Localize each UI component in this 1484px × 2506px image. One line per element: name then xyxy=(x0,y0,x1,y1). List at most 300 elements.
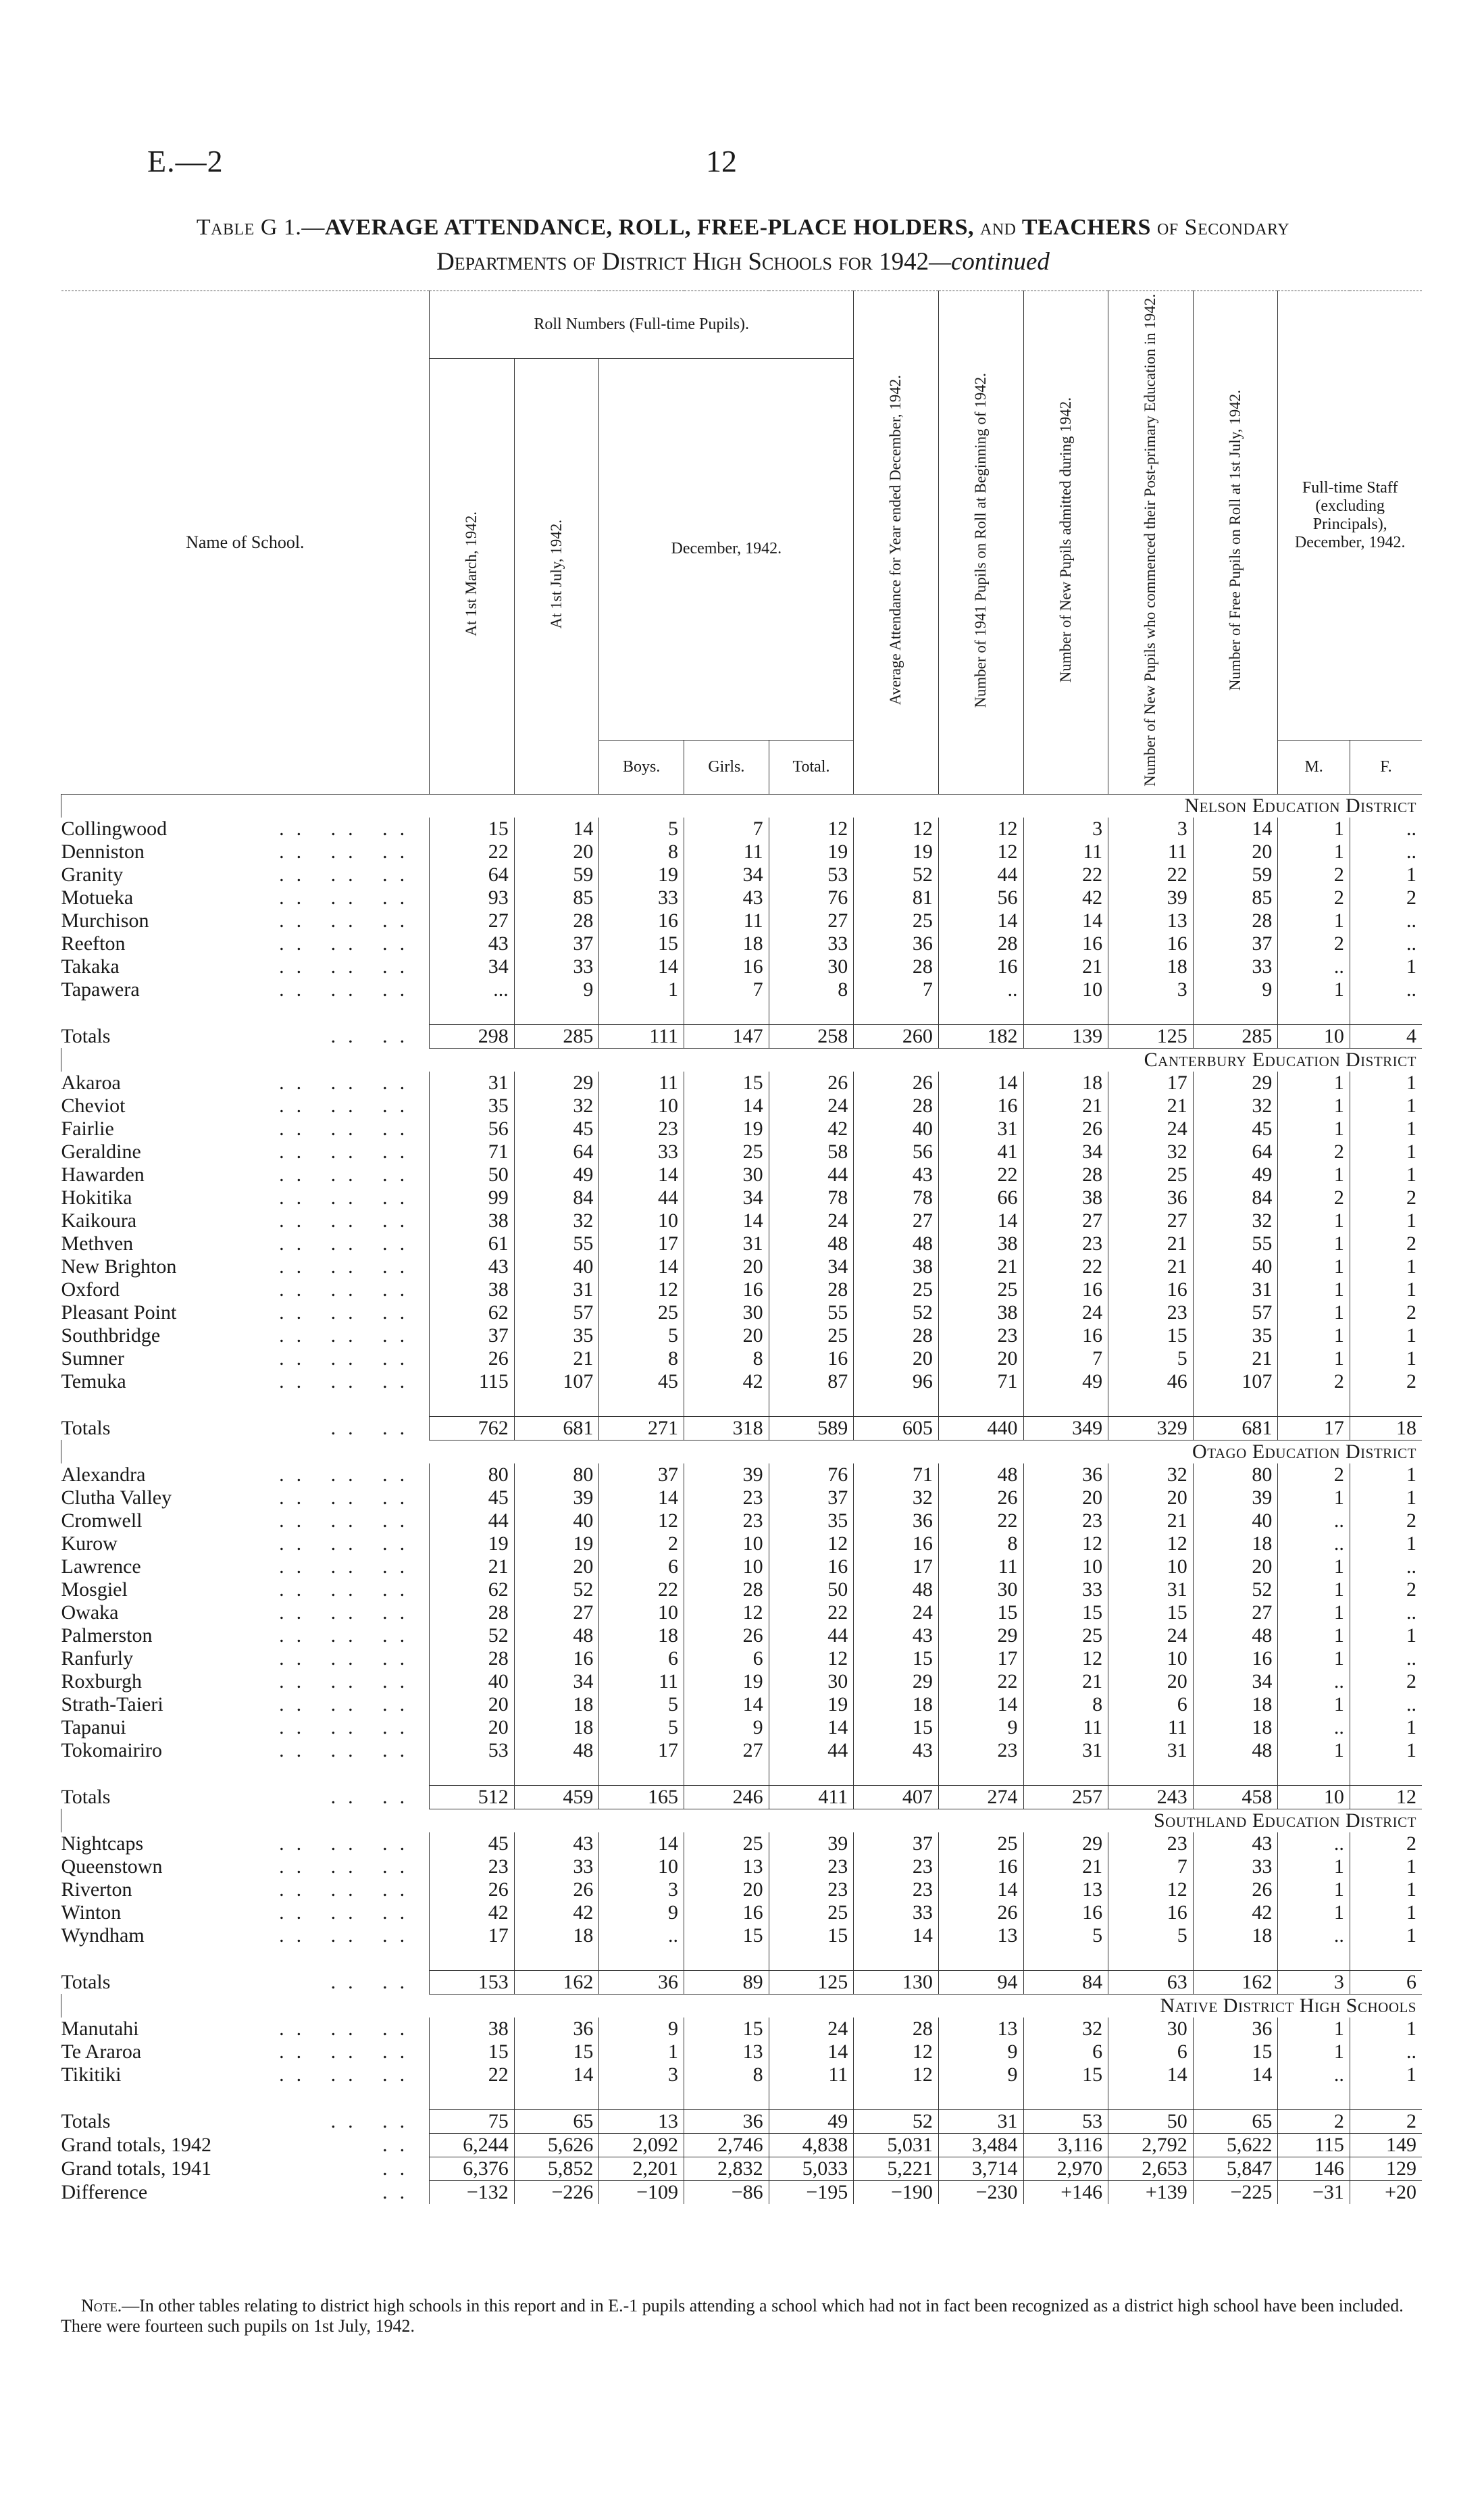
value-cell: 32 xyxy=(1193,1209,1278,1232)
spacer-cell xyxy=(769,1001,854,1025)
school-name: Reefton xyxy=(61,932,126,955)
value-cell: 39 xyxy=(684,1463,769,1486)
value-cell: 36 xyxy=(514,2018,599,2040)
value-cell: 24 xyxy=(769,2018,854,2040)
table-row xyxy=(61,1670,1423,1693)
spacer-cell xyxy=(430,1762,515,1786)
table-row xyxy=(61,1324,1423,1347)
leader-dots: .. .. .. xyxy=(279,1647,417,1670)
school-name: Manutahi xyxy=(61,2017,139,2040)
value-cell: 45 xyxy=(599,1370,684,1393)
value-cell: 26 xyxy=(938,1486,1023,1509)
value-cell: 589 xyxy=(769,1416,854,1440)
value-cell: 6 xyxy=(1108,2040,1194,2063)
school-name-cell xyxy=(61,1509,430,1532)
value-cell: 16 xyxy=(1193,1647,1278,1670)
value-cell: 46 xyxy=(1108,1370,1194,1393)
value-cell: −86 xyxy=(684,2180,769,2204)
value-cell: 64 xyxy=(430,863,515,886)
value-cell: 285 xyxy=(514,1024,599,1048)
spacer-cell xyxy=(599,1393,684,1417)
value-cell: 329 xyxy=(1108,1416,1194,1440)
district-heading-row xyxy=(61,794,1423,818)
value-cell: 17 xyxy=(854,1555,939,1578)
totals-label: Totals xyxy=(61,2109,111,2132)
value-cell: 40 xyxy=(514,1509,599,1532)
report-code: E.—2 xyxy=(147,144,224,178)
value-cell: 2 xyxy=(1350,1301,1422,1324)
totals-label: Totals xyxy=(61,1416,111,1439)
leader-dots: .. .. .. xyxy=(279,1901,417,1924)
value-cell: 58 xyxy=(769,1141,854,1163)
value-cell: 99 xyxy=(430,1186,515,1209)
value-cell: 18 xyxy=(514,1924,599,1947)
value-cell: 33 xyxy=(1193,1855,1278,1878)
value-cell: 8 xyxy=(684,2063,769,2086)
value-cell: 18 xyxy=(1023,1072,1108,1095)
school-name-cell xyxy=(61,1324,430,1347)
value-cell: 18 xyxy=(1193,1716,1278,1739)
value-cell: 5,221 xyxy=(854,2157,939,2180)
value-cell: 18 xyxy=(1108,955,1194,978)
value-cell: 14 xyxy=(1108,2063,1194,2086)
value-cell: 10 xyxy=(1108,1647,1194,1670)
school-name: Strath-Taieri xyxy=(61,1693,163,1715)
value-cell: 27 xyxy=(1108,1209,1194,1232)
value-cell: 20 xyxy=(514,841,599,863)
value-cell: 14 xyxy=(684,1095,769,1118)
school-name: Granity xyxy=(61,863,124,886)
value-cell: 7 xyxy=(1023,1347,1108,1370)
value-cell: 20 xyxy=(684,1324,769,1347)
value-cell: 257 xyxy=(1023,1785,1108,1809)
value-cell: 2 xyxy=(1350,1832,1422,1855)
value-cell: 38 xyxy=(938,1301,1023,1324)
value-cell: 8 xyxy=(599,841,684,863)
value-cell: 26 xyxy=(430,1878,515,1901)
value-cell: 2,792 xyxy=(1108,2133,1194,2157)
school-name-cell xyxy=(61,818,430,841)
col-free-pupils xyxy=(1193,291,1278,795)
value-cell: 1 xyxy=(1278,1072,1350,1095)
value-cell: 42 xyxy=(684,1370,769,1393)
value-cell: 37 xyxy=(769,1486,854,1509)
table-row xyxy=(61,863,1423,886)
value-cell: 24 xyxy=(1023,1301,1108,1324)
value-cell: 107 xyxy=(514,1370,599,1393)
table-row xyxy=(61,1209,1423,1232)
value-cell: 14 xyxy=(938,909,1023,932)
value-cell: 38 xyxy=(1023,1186,1108,1209)
value-cell: 75 xyxy=(430,2109,515,2133)
col-total: Total. xyxy=(769,740,854,794)
value-cell: 18 xyxy=(599,1624,684,1647)
value-cell: 6,244 xyxy=(430,2133,515,2157)
school-name: Nightcaps xyxy=(61,1832,144,1855)
value-cell: 8 xyxy=(1023,1693,1108,1716)
title-teachers: TEACHERS xyxy=(1021,215,1151,240)
value-cell: 27 xyxy=(1023,1209,1108,1232)
value-cell: 35 xyxy=(769,1509,854,1532)
value-cell: 28 xyxy=(854,2018,939,2040)
value-cell: 36 xyxy=(684,2109,769,2133)
spacer-cell xyxy=(1108,2086,1194,2110)
value-cell: 10 xyxy=(1108,1555,1194,1578)
value-cell: 18 xyxy=(1193,1693,1278,1716)
value-cell: 31 xyxy=(1108,1578,1194,1601)
value-cell: 35 xyxy=(1193,1324,1278,1347)
value-cell: 1 xyxy=(1350,1855,1422,1878)
title-of: of xyxy=(1156,215,1179,240)
value-cell: 28 xyxy=(430,1647,515,1670)
value-cell: 4 xyxy=(1350,1024,1422,1048)
value-cell: .. xyxy=(1350,909,1422,932)
leader-dots: .. .. xyxy=(330,1416,417,1439)
school-name-cell xyxy=(61,1601,430,1624)
value-cell: 5 xyxy=(599,1716,684,1739)
table-row xyxy=(61,1186,1423,1209)
value-cell: 1 xyxy=(1278,1739,1350,1762)
value-cell: +146 xyxy=(1023,2180,1108,2204)
value-cell: 20 xyxy=(1193,841,1278,863)
value-cell: 18 xyxy=(1193,1532,1278,1555)
leader-dots: .. .. .. xyxy=(279,863,417,886)
spacer-cell xyxy=(514,2086,599,2110)
value-cell: 1 xyxy=(1278,818,1350,841)
school-name-cell xyxy=(61,2063,430,2086)
value-cell: 15 xyxy=(684,1924,769,1947)
school-name-cell xyxy=(61,1832,430,1855)
school-name-cell xyxy=(61,1555,430,1578)
value-cell: 31 xyxy=(514,1278,599,1301)
table-row xyxy=(61,978,1423,1001)
value-cell: 50 xyxy=(430,1163,515,1186)
spacer-cell xyxy=(1108,1393,1194,1417)
value-cell: 2 xyxy=(1350,2109,1422,2133)
value-cell: 1 xyxy=(1350,1095,1422,1118)
value-cell: 165 xyxy=(599,1785,684,1809)
leader-dots: .. .. .. xyxy=(279,2040,417,2063)
value-cell: 23 xyxy=(1023,1232,1108,1255)
value-cell: 22 xyxy=(938,1163,1023,1186)
value-cell: 25 xyxy=(769,1324,854,1347)
value-cell: 28 xyxy=(1193,909,1278,932)
value-cell: 25 xyxy=(1023,1624,1108,1647)
value-cell: 36 xyxy=(1193,2018,1278,2040)
leader-dots: .. .. .. xyxy=(279,1878,417,1901)
spacer-row xyxy=(61,2086,1423,2110)
value-cell: 42 xyxy=(1193,1901,1278,1924)
value-cell: 43 xyxy=(430,932,515,955)
spacer-cell xyxy=(1350,1001,1422,1025)
value-cell: 32 xyxy=(1108,1463,1194,1486)
value-cell: 9 xyxy=(599,1901,684,1924)
value-cell: −230 xyxy=(938,2180,1023,2204)
school-name-cell xyxy=(61,1232,430,1255)
value-cell: 59 xyxy=(1193,863,1278,886)
value-cell: 681 xyxy=(514,1416,599,1440)
value-cell: 298 xyxy=(430,1024,515,1048)
value-cell: 22 xyxy=(938,1670,1023,1693)
value-cell: 1 xyxy=(1278,1601,1350,1624)
value-cell: 28 xyxy=(684,1578,769,1601)
value-cell: 115 xyxy=(430,1370,515,1393)
value-cell: 50 xyxy=(1108,2109,1194,2133)
value-cell: 30 xyxy=(938,1578,1023,1601)
value-cell: 2,653 xyxy=(1108,2157,1194,2180)
value-cell: 22 xyxy=(599,1578,684,1601)
grand-label: Grand totals, 1942 xyxy=(61,2133,211,2156)
value-cell: 27 xyxy=(514,1601,599,1624)
value-cell: 36 xyxy=(854,932,939,955)
value-cell: 15 xyxy=(1023,1601,1108,1624)
school-name-cell xyxy=(61,1739,430,1762)
value-cell: 5,031 xyxy=(854,2133,939,2157)
school-name-cell xyxy=(61,1901,430,1924)
value-cell: 23 xyxy=(1108,1832,1194,1855)
table-row xyxy=(61,1509,1423,1532)
value-cell: 20 xyxy=(430,1716,515,1739)
value-cell: 39 xyxy=(1193,1486,1278,1509)
value-cell: 16 xyxy=(938,955,1023,978)
value-cell: 458 xyxy=(1193,1785,1278,1809)
value-cell: 44 xyxy=(769,1163,854,1186)
table-row xyxy=(61,1255,1423,1278)
value-cell: .. xyxy=(1350,978,1422,1001)
value-cell: 1 xyxy=(1350,1141,1422,1163)
value-cell: 31 xyxy=(430,1072,515,1095)
value-cell: 21 xyxy=(1108,1095,1194,1118)
value-cell: 11 xyxy=(599,1670,684,1693)
value-cell: 35 xyxy=(430,1095,515,1118)
grand-total-row xyxy=(61,2133,1423,2157)
value-cell: 32 xyxy=(514,1209,599,1232)
value-cell: .. xyxy=(1350,1555,1422,1578)
value-cell: 15 xyxy=(1193,2040,1278,2063)
value-cell: 43 xyxy=(514,1832,599,1855)
value-cell: 55 xyxy=(514,1232,599,1255)
value-cell: 38 xyxy=(430,2018,515,2040)
value-cell: 80 xyxy=(430,1463,515,1486)
value-cell: 6 xyxy=(599,1555,684,1578)
value-cell: 23 xyxy=(769,1878,854,1901)
value-cell: 30 xyxy=(684,1301,769,1324)
spacer-cell xyxy=(938,1001,1023,1025)
leader-dots: .. .. .. xyxy=(279,1163,417,1186)
value-cell: 19 xyxy=(599,863,684,886)
district-heading-row xyxy=(61,1994,1423,2018)
spacer-cell xyxy=(1108,1762,1194,1786)
school-name-cell xyxy=(61,1141,430,1163)
value-cell: 9 xyxy=(1193,978,1278,1001)
value-cell: 1 xyxy=(1350,1716,1422,1739)
col-girls: Girls. xyxy=(684,740,769,794)
spacer-cell xyxy=(1023,1762,1108,1786)
value-cell: 33 xyxy=(1193,955,1278,978)
value-cell: 16 xyxy=(1108,1278,1194,1301)
value-cell: 16 xyxy=(1023,1324,1108,1347)
value-cell: 31 xyxy=(938,1118,1023,1141)
value-cell: 243 xyxy=(1108,1785,1194,1809)
value-cell: +20 xyxy=(1350,2180,1422,2204)
value-cell: 129 xyxy=(1350,2157,1422,2180)
totals-label-cell xyxy=(61,2109,430,2133)
value-cell: 111 xyxy=(599,1024,684,1048)
value-cell: 11 xyxy=(1023,841,1108,863)
value-cell: .. xyxy=(938,978,1023,1001)
value-cell: 17 xyxy=(1108,1072,1194,1095)
leader-dots: .. .. .. xyxy=(279,817,417,840)
value-cell: 162 xyxy=(1193,1970,1278,1994)
value-cell: 1 xyxy=(1350,1118,1422,1141)
table-row xyxy=(61,1278,1423,1301)
value-cell: 21 xyxy=(938,1255,1023,1278)
value-cell: 21 xyxy=(1193,1347,1278,1370)
school-name-cell xyxy=(61,841,430,863)
school-name: Cromwell xyxy=(61,1509,143,1532)
table-row xyxy=(61,1370,1423,1393)
value-cell: 20 xyxy=(1193,1555,1278,1578)
value-cell: 1 xyxy=(1278,1347,1350,1370)
leader-dots: .. .. .. xyxy=(279,1578,417,1601)
spacer-cell xyxy=(1193,1947,1278,1971)
value-cell: 1 xyxy=(1350,2018,1422,2040)
value-cell: 1 xyxy=(1278,2040,1350,2063)
table-row xyxy=(61,1601,1423,1624)
value-cell: 12 xyxy=(1108,1532,1194,1555)
school-name-cell xyxy=(61,1186,430,1209)
value-cell: 23 xyxy=(684,1509,769,1532)
school-name: Collingwood xyxy=(61,817,168,840)
value-cell: 37 xyxy=(599,1463,684,1486)
table-row xyxy=(61,1924,1423,1947)
value-cell: 52 xyxy=(514,1578,599,1601)
value-cell: 20 xyxy=(1023,1486,1108,1509)
table-row xyxy=(61,1301,1423,1324)
value-cell: 1 xyxy=(1278,841,1350,863)
value-cell: 1 xyxy=(1350,1924,1422,1947)
school-name: Roxburgh xyxy=(61,1670,142,1693)
value-cell: 12 xyxy=(854,818,939,841)
leader-dots: .. .. .. xyxy=(279,2017,417,2040)
value-cell: 19 xyxy=(854,841,939,863)
value-cell: 25 xyxy=(769,1901,854,1924)
value-cell: 80 xyxy=(514,1463,599,1486)
value-cell: 19 xyxy=(430,1532,515,1555)
subtitle-continued: —continued xyxy=(929,248,1050,276)
value-cell: 71 xyxy=(938,1370,1023,1393)
value-cell: 1 xyxy=(1278,1118,1350,1141)
school-name: Tapawera xyxy=(61,978,140,1001)
value-cell: 21 xyxy=(1108,1509,1194,1532)
value-cell: 25 xyxy=(599,1301,684,1324)
value-cell: 23 xyxy=(684,1486,769,1509)
col-post-primary xyxy=(1108,291,1194,795)
value-cell: 10 xyxy=(1023,1555,1108,1578)
value-cell: 76 xyxy=(769,1463,854,1486)
school-name: Sumner xyxy=(61,1347,124,1370)
value-cell: −190 xyxy=(854,2180,939,2204)
value-cell: 5,033 xyxy=(769,2157,854,2180)
value-cell: 32 xyxy=(1193,1095,1278,1118)
school-name-cell xyxy=(61,2018,430,2040)
value-cell: 22 xyxy=(1023,1255,1108,1278)
value-cell: 14 xyxy=(599,1832,684,1855)
value-cell: 33 xyxy=(769,932,854,955)
col-name-of-school: Name of School. xyxy=(61,291,430,795)
value-cell: 30 xyxy=(1108,2018,1194,2040)
value-cell: 1 xyxy=(1278,1624,1350,1647)
value-cell: 21 xyxy=(1023,1670,1108,1693)
value-cell: 17 xyxy=(938,1647,1023,1670)
value-cell: 28 xyxy=(854,1095,939,1118)
value-cell: 5,622 xyxy=(1193,2133,1278,2157)
value-cell: 6 xyxy=(1108,1693,1194,1716)
school-name: Tikitiki xyxy=(61,2063,122,2086)
value-cell: 29 xyxy=(1023,1832,1108,1855)
table-row xyxy=(61,1232,1423,1255)
value-cell: 49 xyxy=(1023,1370,1108,1393)
value-cell: 605 xyxy=(854,1416,939,1440)
value-cell: 29 xyxy=(854,1670,939,1693)
totals-row xyxy=(61,1416,1423,1440)
value-cell: 23 xyxy=(854,1878,939,1901)
title-prefix: Table G 1.— xyxy=(196,215,325,240)
value-cell: 16 xyxy=(769,1555,854,1578)
value-cell: 16 xyxy=(684,1278,769,1301)
totals-label-cell xyxy=(61,1785,430,1809)
value-cell: 12 xyxy=(684,1601,769,1624)
value-cell: 34 xyxy=(1193,1670,1278,1693)
value-cell: 11 xyxy=(1108,841,1194,863)
table-row xyxy=(61,1141,1423,1163)
value-cell: 45 xyxy=(514,1118,599,1141)
school-name: Akaroa xyxy=(61,1071,121,1094)
value-cell: 12 xyxy=(769,1647,854,1670)
grand-label: Grand totals, 1941 xyxy=(61,2157,211,2180)
value-cell: 139 xyxy=(1023,1024,1108,1048)
value-cell: 28 xyxy=(1023,1163,1108,1186)
value-cell: 4,838 xyxy=(769,2133,854,2157)
school-name-cell xyxy=(61,1578,430,1601)
value-cell: 1 xyxy=(1350,1532,1422,1555)
value-cell: 27 xyxy=(430,909,515,932)
col-july-label: At 1st July, 1942. xyxy=(547,519,565,629)
value-cell: 44 xyxy=(599,1186,684,1209)
value-cell: 14 xyxy=(854,1924,939,1947)
value-cell: 1 xyxy=(1350,955,1422,978)
leader-dots: .. .. .. xyxy=(279,2063,417,2086)
value-cell: 14 xyxy=(1193,818,1278,841)
value-cell: 15 xyxy=(854,1716,939,1739)
value-cell: 7 xyxy=(684,978,769,1001)
table-row xyxy=(61,1832,1423,1855)
value-cell: 23 xyxy=(1108,1301,1194,1324)
value-cell: .. xyxy=(599,1924,684,1947)
district-heading: Otago Education District xyxy=(61,1440,1423,1463)
value-cell: 1 xyxy=(1278,909,1350,932)
spacer-cell xyxy=(1278,1947,1350,1971)
value-cell: 66 xyxy=(938,1186,1023,1209)
school-name: Mosgiel xyxy=(61,1578,128,1601)
value-cell: 24 xyxy=(1108,1624,1194,1647)
value-cell: 26 xyxy=(769,1072,854,1095)
value-cell: 27 xyxy=(854,1209,939,1232)
value-cell: 1 xyxy=(1350,1072,1422,1095)
district-heading: Canterbury Education District xyxy=(61,1048,1423,1072)
value-cell: 37 xyxy=(1193,932,1278,955)
value-cell: 25 xyxy=(1108,1163,1194,1186)
